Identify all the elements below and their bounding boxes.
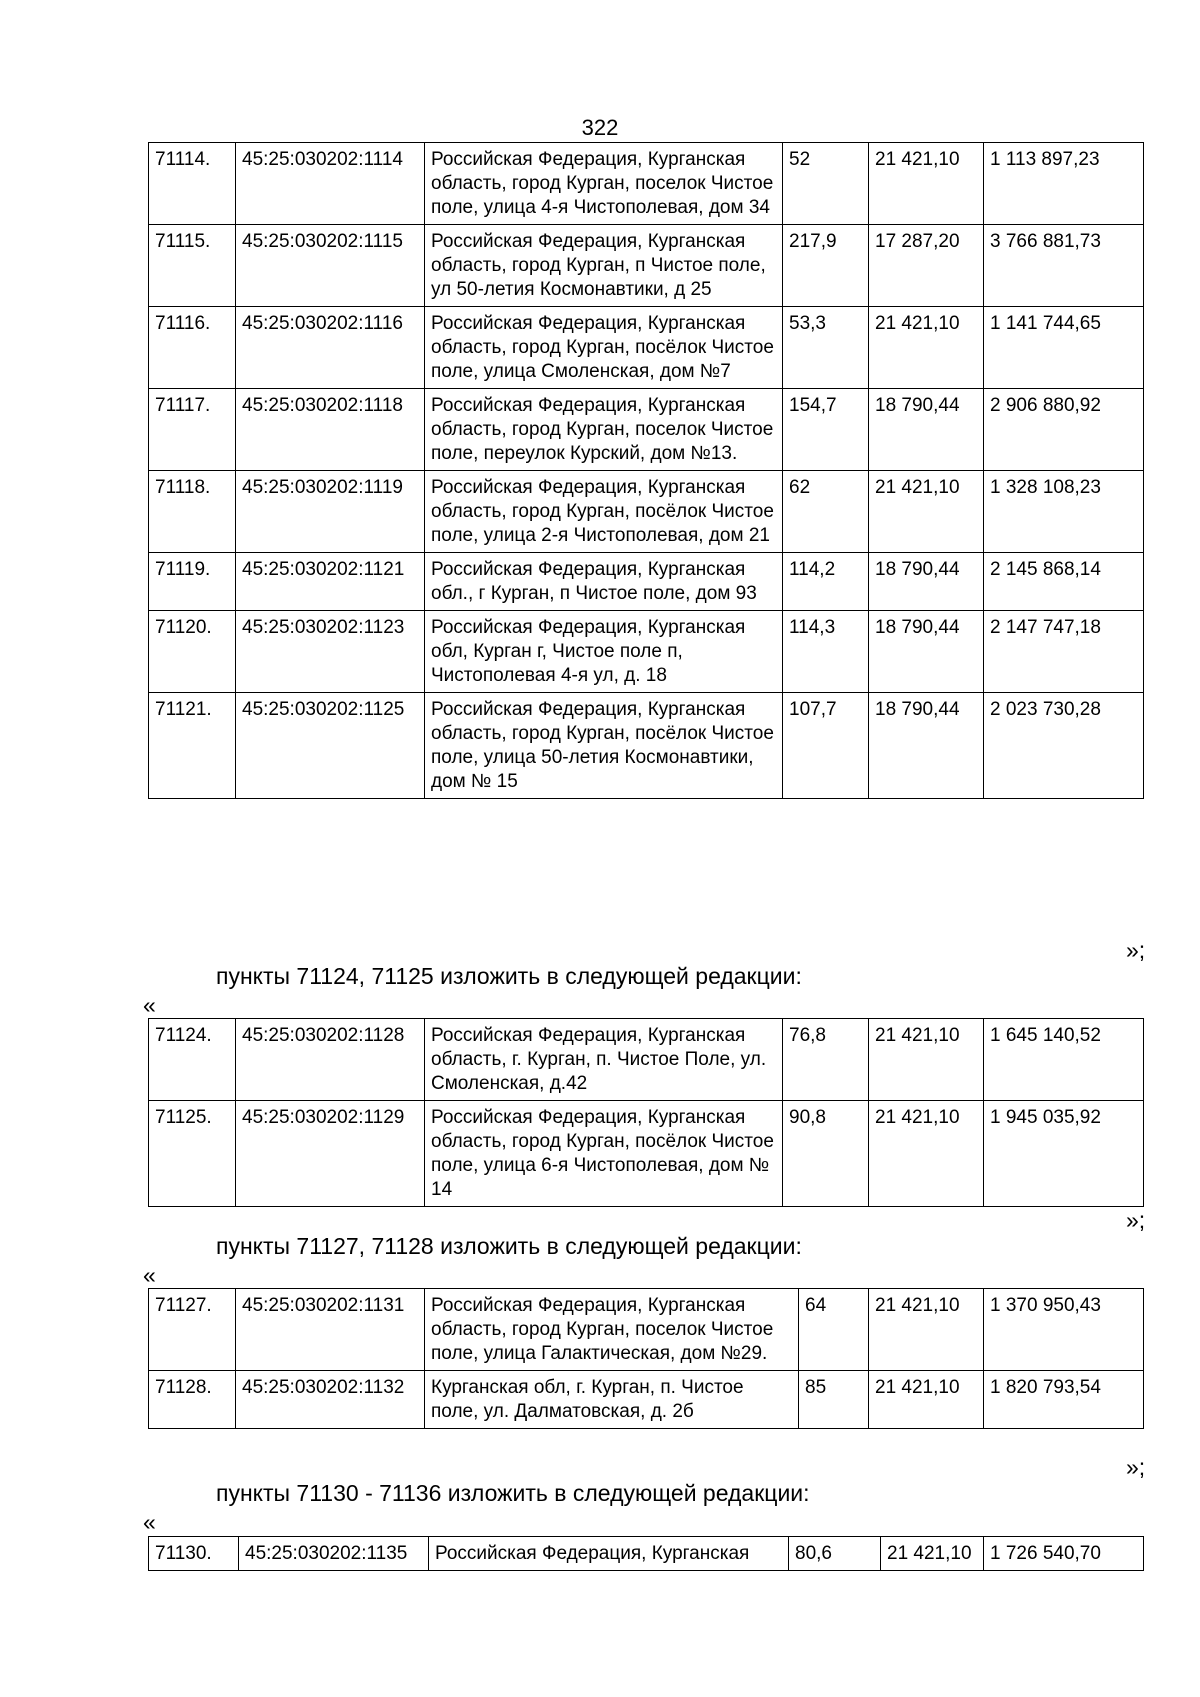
area-cell: 107,7	[783, 693, 869, 799]
register-table-body	[149, 1289, 1144, 1429]
address-cell: Курганская обл, г. Курган, п. Чистое поле, ул. Далматовская, д. 2б	[425, 1371, 799, 1429]
address-cell: Российская Федерация, Курганская обл, Курган г, Чистое поле п, Чистополевая 4-я ул, д. 18	[425, 611, 783, 693]
cadastral-number-cell: 45:25:030202:1125	[236, 693, 425, 799]
area-cell: 64	[799, 1289, 869, 1371]
cadastral-value-cell: 1 370 950,43	[984, 1289, 1144, 1371]
register-table-body	[149, 1019, 1144, 1207]
cadastral-number-cell: 45:25:030202:1131	[236, 1289, 425, 1371]
item-number-cell: 71114.	[149, 143, 236, 225]
address-cell: Российская Федерация, Курганская область, город Курган, п Чистое поле, ул 50-летия Космонавтики, д 25	[425, 225, 783, 307]
amendment-instruction: пункты 71130 - 71136 изложить в следующей редакции:	[216, 1480, 810, 1506]
unit-value-cell: 21 421,10	[869, 471, 984, 553]
opening-quote: «	[143, 992, 156, 1018]
item-number-cell: 71117.	[149, 389, 236, 471]
register-table-2	[148, 1018, 1144, 1207]
cadastral-number-cell: 45:25:030202:1121	[236, 553, 425, 611]
table-row	[149, 143, 1144, 225]
cadastral-number-cell: 45:25:030202:1123	[236, 611, 425, 693]
address-cell: Российская Федерация, Курганская область, город Курган, посёлок Чистое поле, улица Смоленская, дом №7	[425, 307, 783, 389]
unit-value-cell: 18 790,44	[869, 553, 984, 611]
closing-quote: »;	[1126, 1454, 1146, 1480]
cadastral-value-cell: 1 328 108,23	[984, 471, 1144, 553]
item-number-cell: 71121.	[149, 693, 236, 799]
unit-value-cell: 21 421,10	[869, 307, 984, 389]
area-cell: 62	[783, 471, 869, 553]
table-row	[149, 307, 1144, 389]
cadastral-value-cell: 1 945 035,92	[984, 1101, 1144, 1207]
unit-value-cell: 21 421,10	[869, 143, 984, 225]
area-cell: 85	[799, 1371, 869, 1429]
area-cell: 114,2	[783, 553, 869, 611]
area-cell: 76,8	[783, 1019, 869, 1101]
item-number-cell: 71127.	[149, 1289, 236, 1371]
area-cell: 217,9	[783, 225, 869, 307]
item-number-cell: 71124.	[149, 1019, 236, 1101]
table-row	[149, 1371, 1144, 1429]
unit-value-cell: 17 287,20	[869, 225, 984, 307]
address-cell: Российская Федерация, Курганская область, город Курган, поселок Чистое поле, улица Галактическая, дом №29.	[425, 1289, 799, 1371]
cadastral-number-cell: 45:25:030202:1116	[236, 307, 425, 389]
table-row	[149, 693, 1144, 799]
table-row	[149, 1289, 1144, 1371]
register-table-4	[148, 1536, 1144, 1571]
cadastral-number-cell: 45:25:030202:1129	[236, 1101, 425, 1207]
item-number-cell: 71120.	[149, 611, 236, 693]
register-table-1	[148, 142, 1144, 799]
unit-value-cell: 18 790,44	[869, 611, 984, 693]
address-cell: Российская Федерация, Курганская область, г. Курган, п. Чистое Поле, ул. Смоленская, д.42	[425, 1019, 783, 1101]
address-cell: Российская Федерация, Курганская область, город Курган, посёлок Чистое поле, улица 6-я Чистополевая, дом № 14	[425, 1101, 783, 1207]
address-cell: Российская Федерация, Курганская область, город Курган, поселок Чистое поле, улица 4-я Чистополевая, дом 34	[425, 143, 783, 225]
table-row	[149, 611, 1144, 693]
cadastral-value-cell: 1 645 140,52	[984, 1019, 1144, 1101]
opening-quote: «	[143, 1509, 156, 1535]
area-cell: 52	[783, 143, 869, 225]
address-cell: Российская Федерация, Курганская область, город Курган, поселок Чистое поле, переулок Курский, дом №13.	[425, 389, 783, 471]
area-cell: 114,3	[783, 611, 869, 693]
unit-value-cell: 21 421,10	[869, 1371, 984, 1429]
cadastral-value-cell: 1 141 744,65	[984, 307, 1144, 389]
amendment-instruction: пункты 71127, 71128 изложить в следующей редакции:	[216, 1233, 802, 1259]
table-row	[149, 389, 1144, 471]
cadastral-value-cell: 1 726 540,70	[984, 1537, 1144, 1571]
closing-quote: »;	[1126, 937, 1146, 963]
item-number-cell: 71115.	[149, 225, 236, 307]
unit-value-cell: 18 790,44	[869, 693, 984, 799]
cadastral-number-cell: 45:25:030202:1115	[236, 225, 425, 307]
cadastral-value-cell: 2 906 880,92	[984, 389, 1144, 471]
item-number-cell: 71119.	[149, 553, 236, 611]
area-cell: 53,3	[783, 307, 869, 389]
cadastral-value-cell: 2 147 747,18	[984, 611, 1144, 693]
table-row	[149, 225, 1144, 307]
item-number-cell: 71125.	[149, 1101, 236, 1207]
opening-quote: «	[143, 1262, 156, 1288]
address-cell: Российская Федерация, Курганская область, город Курган, посёлок Чистое поле, улица 50-летия Космонавтики, дом № 15	[425, 693, 783, 799]
address-cell: Российская Федерация, Курганская	[429, 1537, 789, 1571]
item-number-cell: 71118.	[149, 471, 236, 553]
table-row	[149, 1537, 1144, 1571]
register-table-3	[148, 1288, 1144, 1429]
unit-value-cell: 21 421,10	[881, 1537, 984, 1571]
area-cell: 80,6	[789, 1537, 881, 1571]
item-number-cell: 71130.	[149, 1537, 239, 1571]
cadastral-number-cell: 45:25:030202:1118	[236, 389, 425, 471]
cadastral-value-cell: 1 113 897,23	[984, 143, 1144, 225]
area-cell: 154,7	[783, 389, 869, 471]
cadastral-value-cell: 1 820 793,54	[984, 1371, 1144, 1429]
register-table-body	[149, 1537, 1144, 1571]
cadastral-number-cell: 45:25:030202:1135	[239, 1537, 429, 1571]
table-row	[149, 1019, 1144, 1101]
address-cell: Российская Федерация, Курганская область, город Курган, посёлок Чистое поле, улица 2-я Чистополевая, дом 21	[425, 471, 783, 553]
address-cell: Российская Федерация, Курганская обл., г Курган, п Чистое поле, дом 93	[425, 553, 783, 611]
table-row	[149, 471, 1144, 553]
cadastral-value-cell: 2 145 868,14	[984, 553, 1144, 611]
table-row	[149, 553, 1144, 611]
area-cell: 90,8	[783, 1101, 869, 1207]
unit-value-cell: 18 790,44	[869, 389, 984, 471]
cadastral-number-cell: 45:25:030202:1119	[236, 471, 425, 553]
table-row	[149, 1101, 1144, 1207]
cadastral-number-cell: 45:25:030202:1128	[236, 1019, 425, 1101]
unit-value-cell: 21 421,10	[869, 1289, 984, 1371]
closing-quote: »;	[1126, 1207, 1146, 1233]
item-number-cell: 71128.	[149, 1371, 236, 1429]
register-table-body	[149, 143, 1144, 799]
cadastral-number-cell: 45:25:030202:1114	[236, 143, 425, 225]
page-number: 322	[581, 115, 619, 140]
cadastral-value-cell: 2 023 730,28	[984, 693, 1144, 799]
unit-value-cell: 21 421,10	[869, 1019, 984, 1101]
cadastral-value-cell: 3 766 881,73	[984, 225, 1144, 307]
item-number-cell: 71116.	[149, 307, 236, 389]
cadastral-number-cell: 45:25:030202:1132	[236, 1371, 425, 1429]
amendment-instruction: пункты 71124, 71125 изложить в следующей редакции:	[216, 963, 802, 989]
unit-value-cell: 21 421,10	[869, 1101, 984, 1207]
